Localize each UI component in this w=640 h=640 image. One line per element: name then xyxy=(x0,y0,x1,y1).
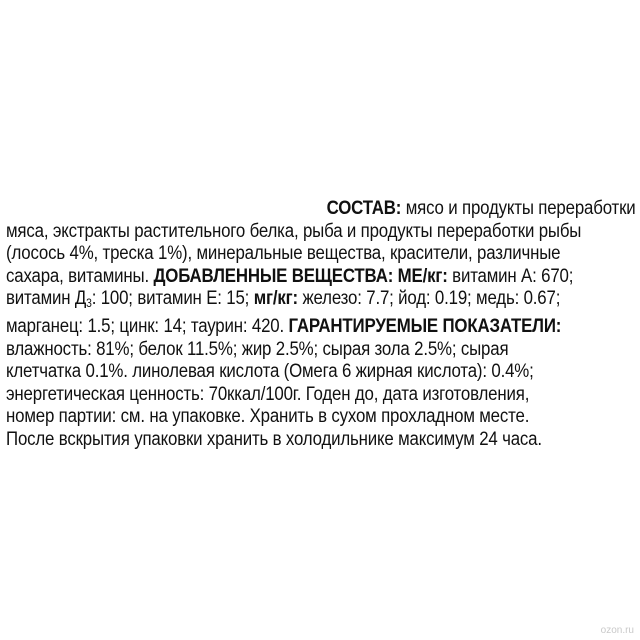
composition-line xyxy=(6,315,636,338)
guaranteed-text: клетчатка 0.1%. линолевая кислота (Омега 6 жирная кислота): 0.4%; xyxy=(6,360,534,383)
additives-heading: ДОБАВЛЕННЫЕ ВЕЩЕСТВА: xyxy=(153,264,394,287)
composition-line xyxy=(6,287,636,315)
composition-line xyxy=(6,338,636,361)
energy-text: энергетическая ценность: 70ккал/100г. Годен до, дата изготовления, xyxy=(6,382,530,405)
storage-text: номер партии: см. на упаковке. Хранить в сухом прохладном месте. xyxy=(6,405,530,428)
composition-line xyxy=(6,242,636,265)
composition-line xyxy=(6,220,636,243)
composition-line xyxy=(6,360,636,383)
composition-text-block xyxy=(6,197,636,451)
composition-text: мясо и продукты переработки xyxy=(405,197,636,219)
composition-text: сахара, витамины. xyxy=(6,264,149,287)
composition-line xyxy=(6,428,636,451)
guaranteed-text: влажность: 81%; белок 11.5%; жир 2.5%; сырая зола 2.5%; сырая xyxy=(6,337,509,360)
additives-text: витамин А: 670; xyxy=(452,264,574,287)
composition-line xyxy=(6,265,636,288)
composition-heading: СОСТАВ: xyxy=(326,197,402,219)
additives-text: марганец: 1.5; цинк: 14; таурин: 420. xyxy=(6,314,285,337)
unit-label: мг/кг: xyxy=(253,287,298,310)
composition-line xyxy=(6,383,636,406)
composition-text: мяса, экстракты растительного белка, рыба и продукты переработки рыбы xyxy=(6,219,582,242)
additives-text: витамин Д xyxy=(6,287,87,310)
additives-text: : 100; витамин Е: 15; xyxy=(91,287,250,310)
additives-text: железо: 7.7; йод: 0.19; медь: 0.67; xyxy=(302,287,561,310)
subscript: 3 xyxy=(86,296,92,311)
composition-text: (лосось 4%, треска 1%), минеральные вещества, красители, различные xyxy=(6,242,561,265)
storage-text: После вскрытия упаковки хранить в холодильнике максимум 24 часа. xyxy=(6,427,542,450)
guaranteed-heading: ГАРАНТИРУЕМЫЕ ПОКАЗАТЕЛИ: xyxy=(288,314,562,337)
watermark: ozon.ru xyxy=(600,625,634,636)
composition-line xyxy=(6,197,636,220)
composition-line xyxy=(6,405,636,428)
unit-label: МЕ/кг: xyxy=(397,264,448,287)
